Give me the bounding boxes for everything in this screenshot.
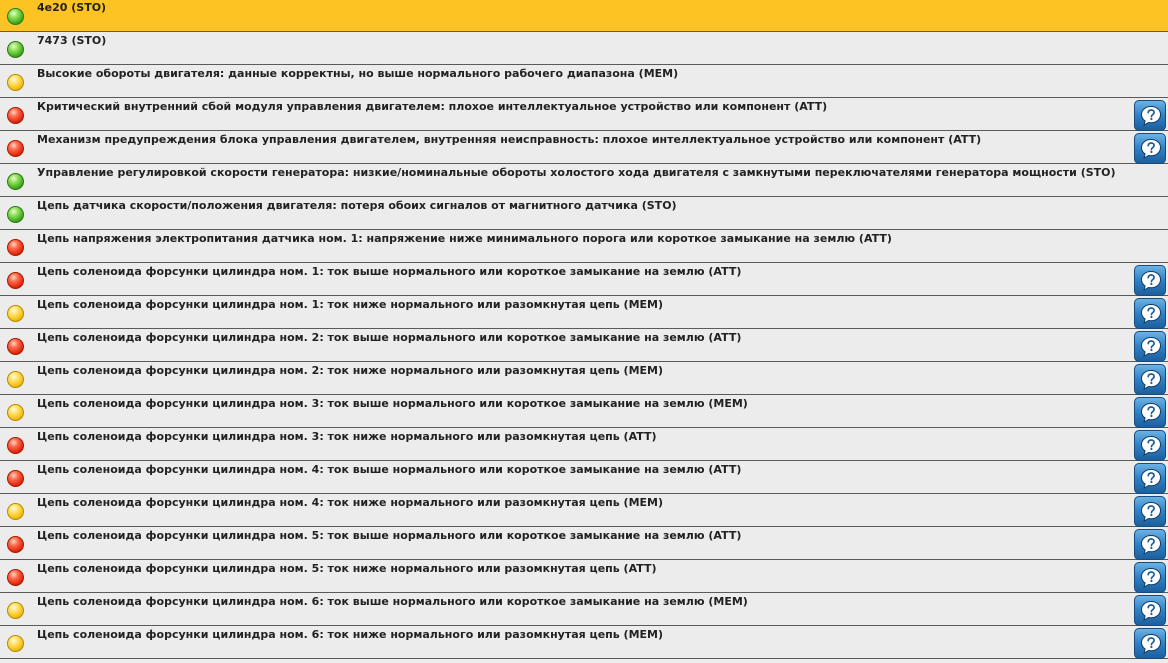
status-led-icon [7, 338, 24, 355]
fault-description: Цепь соленоида форсунки цилиндра ном. 6: ток ниже нормального или разомкнутая цепь (MEM) [37, 628, 664, 641]
help-button[interactable] [1134, 397, 1166, 428]
status-led-icon [7, 206, 24, 223]
fault-row-6[interactable] [0, 165, 1168, 197]
help-speech-bubble-icon [1139, 137, 1163, 161]
fault-description: Управление регулировкой скорости генератора: низкие/номинальные обороты холостого хода двигателя с замкнутыми переключателями генератора мощности (STO) [37, 166, 1116, 179]
fault-row-11[interactable] [0, 330, 1168, 362]
fault-row-3[interactable] [0, 66, 1168, 98]
fault-row-7[interactable] [0, 198, 1168, 230]
fault-row-10[interactable] [0, 297, 1168, 329]
fault-description: Механизм предупреждения блока управления двигателем, внутренняя неисправность: плохое интеллектуальное устройство или компонент (ATT) [37, 133, 982, 146]
fault-description: Цепь датчика скорости/положения двигателя: потеря обоих сигналов от магнитного датчика (STO) [37, 199, 677, 212]
fault-description: Цепь соленоида форсунки цилиндра ном. 5: ток ниже нормального или разомкнутая цепь (ATT) [37, 562, 657, 575]
fault-description: Цепь соленоида форсунки цилиндра ном. 1: ток ниже нормального или разомкнутая цепь (MEM) [37, 298, 664, 311]
fault-row-8[interactable] [0, 231, 1168, 263]
fault-row-20[interactable] [0, 627, 1168, 659]
status-led-icon [7, 140, 24, 157]
help-speech-bubble-icon [1139, 500, 1163, 524]
status-led-icon [7, 74, 24, 91]
fault-description: Цепь соленоида форсунки цилиндра ном. 3: ток выше нормального или короткое замыкание на землю (MEM) [37, 397, 748, 410]
fault-description: Цепь соленоида форсунки цилиндра ном. 6: ток выше нормального или короткое замыкание на землю (MEM) [37, 595, 748, 608]
fault-description: Цепь соленоида форсунки цилиндра ном. 1: ток выше нормального или короткое замыкание на землю (ATT) [37, 265, 742, 278]
help-speech-bubble-icon [1139, 632, 1163, 656]
help-button[interactable] [1134, 265, 1166, 296]
help-speech-bubble-icon [1139, 599, 1163, 623]
help-button[interactable] [1134, 430, 1166, 461]
status-led-icon [7, 602, 24, 619]
help-speech-bubble-icon [1139, 467, 1163, 491]
fault-row-16[interactable] [0, 495, 1168, 527]
help-button[interactable] [1134, 628, 1166, 659]
help-button[interactable] [1134, 133, 1166, 164]
help-button[interactable] [1134, 529, 1166, 560]
help-speech-bubble-icon [1139, 269, 1163, 293]
fault-description: 7473 (STO) [37, 34, 107, 47]
fault-description: Цепь соленоида форсунки цилиндра ном. 2: ток ниже нормального или разомкнутая цепь (MEM) [37, 364, 664, 377]
fault-row-17[interactable] [0, 528, 1168, 560]
status-led-icon [7, 569, 24, 586]
fault-row-13[interactable] [0, 396, 1168, 428]
help-button[interactable] [1134, 100, 1166, 131]
fault-description: Высокие обороты двигателя: данные корректны, но выше нормального рабочего диапазона (MEM) [37, 67, 679, 80]
status-led-icon [7, 107, 24, 124]
help-speech-bubble-icon [1139, 566, 1163, 590]
status-led-icon [7, 635, 24, 652]
help-speech-bubble-icon [1139, 401, 1163, 425]
fault-row-4[interactable] [0, 99, 1168, 131]
help-button[interactable] [1134, 463, 1166, 494]
status-led-icon [7, 305, 24, 322]
status-led-icon [7, 41, 24, 58]
help-button[interactable] [1134, 562, 1166, 593]
fault-description: 4e20 (STO) [37, 1, 107, 14]
fault-row-14[interactable] [0, 429, 1168, 461]
status-led-icon [7, 371, 24, 388]
fault-row-18[interactable] [0, 561, 1168, 593]
status-led-icon [7, 437, 24, 454]
fault-row-2[interactable] [0, 33, 1168, 65]
status-led-icon [7, 536, 24, 553]
fault-description: Цепь соленоида форсунки цилиндра ном. 4: ток выше нормального или короткое замыкание на землю (ATT) [37, 463, 742, 476]
help-speech-bubble-icon [1139, 302, 1163, 326]
fault-row-12[interactable] [0, 363, 1168, 395]
fault-row-19[interactable] [0, 594, 1168, 626]
fault-description: Цепь напряжения электропитания датчика ном. 1: напряжение ниже минимального порога или короткое замыкание на землю (ATT) [37, 232, 892, 245]
fault-row-15[interactable] [0, 462, 1168, 494]
help-button[interactable] [1134, 331, 1166, 362]
fault-description: Цепь соленоида форсунки цилиндра ном. 2: ток выше нормального или короткое замыкание на землю (ATT) [37, 331, 742, 344]
status-led-icon [7, 173, 24, 190]
help-speech-bubble-icon [1139, 104, 1163, 128]
fault-description: Цепь соленоида форсунки цилиндра ном. 3: ток ниже нормального или разомкнутая цепь (ATT) [37, 430, 657, 443]
help-speech-bubble-icon [1139, 434, 1163, 458]
help-speech-bubble-icon [1139, 335, 1163, 359]
help-button[interactable] [1134, 298, 1166, 329]
status-led-icon [7, 8, 24, 25]
help-button[interactable] [1134, 364, 1166, 395]
help-button[interactable] [1134, 496, 1166, 527]
status-led-icon [7, 272, 24, 289]
status-led-icon [7, 503, 24, 520]
status-led-icon [7, 404, 24, 421]
status-led-icon [7, 239, 24, 256]
fault-description: Цепь соленоида форсунки цилиндра ном. 4: ток ниже нормального или разомкнутая цепь (MEM) [37, 496, 664, 509]
fault-description: Критический внутренний сбой модуля управления двигателем: плохое интеллектуальное устройство или компонент (ATT) [37, 100, 828, 113]
fault-description: Цепь соленоида форсунки цилиндра ном. 5: ток выше нормального или короткое замыкание на землю (ATT) [37, 529, 742, 542]
status-led-icon [7, 470, 24, 487]
fault-row-5[interactable] [0, 132, 1168, 164]
help-speech-bubble-icon [1139, 368, 1163, 392]
fault-row-9[interactable] [0, 264, 1168, 296]
help-speech-bubble-icon [1139, 533, 1163, 557]
fault-row-1[interactable] [0, 0, 1168, 32]
help-button[interactable] [1134, 595, 1166, 626]
